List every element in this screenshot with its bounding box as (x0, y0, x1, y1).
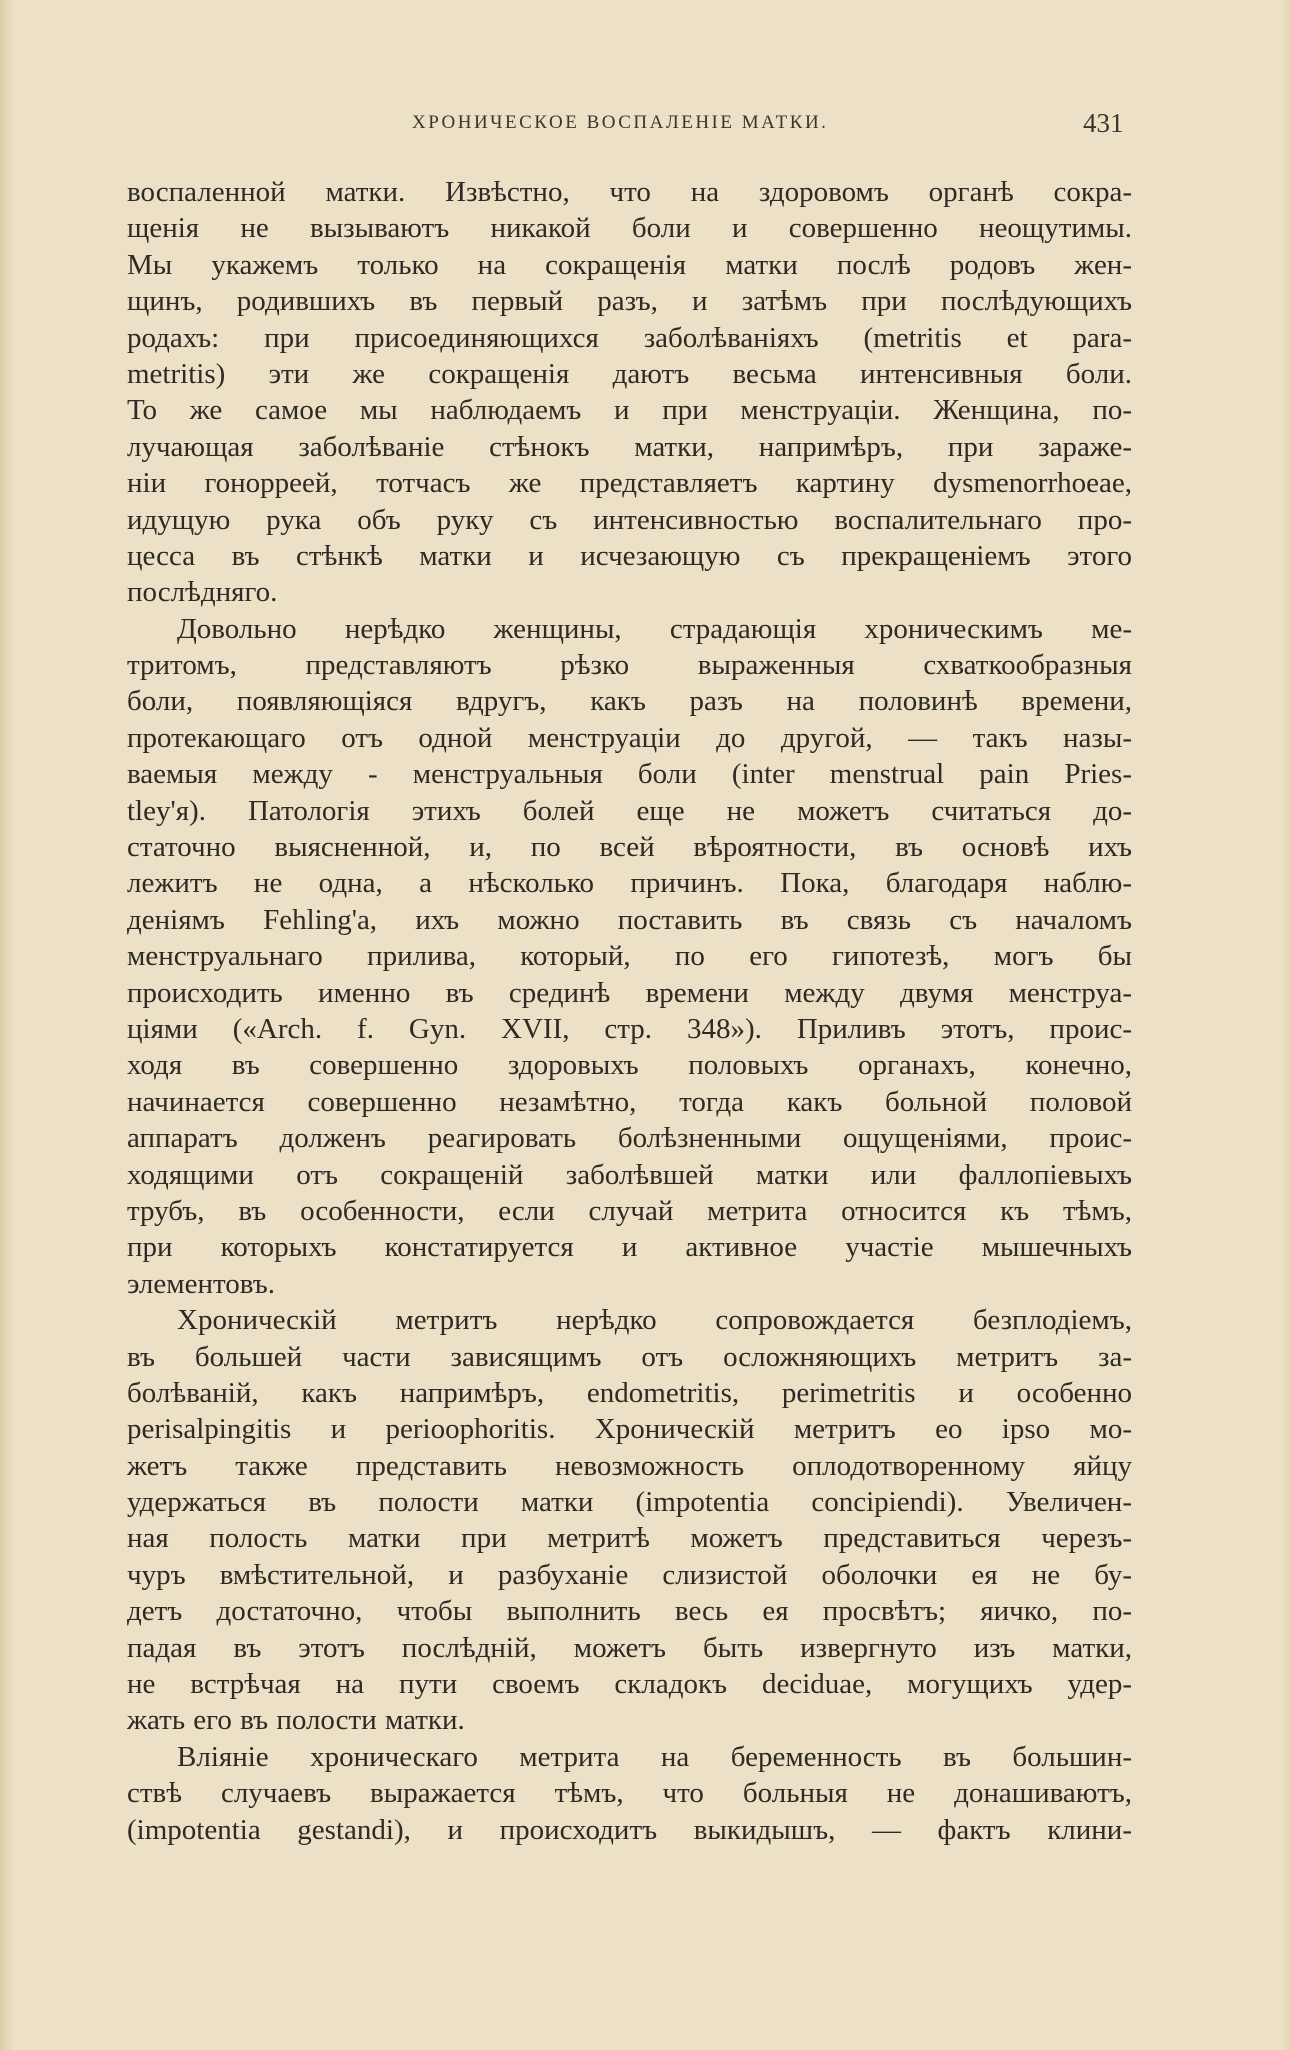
paragraph-end-line: послѣдняго. (127, 576, 278, 609)
text-line: ціями («Arch. f. Gyn. XVII, стр. 348»). Приливъ этотъ, проис- (127, 1012, 1132, 1045)
text-line: чуръ вмѣстительной, и разбуханіе слизистой оболочки ея не бу- (127, 1558, 1132, 1591)
text-line: ходящими отъ сокращеній заболѣвшей матки или фаллопіевыхъ (127, 1158, 1132, 1191)
text-line: ходя въ совершенно здоровыхъ половыхъ органахъ, конечно, (127, 1049, 1132, 1082)
text-line: metritis) эти же сокращенія даютъ весьма интенсивныя боли. (127, 357, 1132, 390)
page-number: 431 (1083, 108, 1124, 138)
page-edge-left (0, 0, 14, 2050)
text-line: лежитъ не одна, а нѣсколько причинъ. Пока, благодаря наблю- (127, 867, 1132, 900)
text-line: ствѣ случаевъ выражается тѣмъ, что больныя не донашиваютъ, (127, 1777, 1132, 1810)
text-line: родахъ: при присоединяющихся заболѣваніяхъ (metritis et para- (127, 321, 1132, 354)
paragraph-end-line: жать его въ полости матки. (127, 1704, 465, 1737)
paragraph-start-line: Довольно нерѣдко женщины, страдающія хроническимъ ме- (177, 612, 1132, 645)
text-line: щинъ, родившихъ въ первый разъ, и затѣмъ при послѣдующихъ (127, 285, 1132, 318)
text-line: деніямъ Fehling'а, ихъ можно поставить въ связь съ началомъ (127, 903, 1132, 936)
running-title: ХРОНИЧЕСКОЕ ВОСПАЛЕНІЕ МАТКИ. (412, 112, 829, 133)
text-line: ніи гонорреей, тотчасъ же представляетъ картину dysmenorrhoeae, (127, 467, 1132, 500)
text-line: детъ достаточно, чтобы выполнить весь ея просвѣтъ; яичко, по- (127, 1595, 1132, 1628)
text-line: начинается совершенно незамѣтно, тогда какъ больной половой (127, 1085, 1132, 1118)
page-edge-right (1281, 0, 1291, 2050)
text-line: цесса въ стѣнкѣ матки и исчезающую съ прекращеніемъ этого (127, 539, 1132, 572)
text-line: ная полость матки при метритѣ можетъ представиться черезъ- (127, 1522, 1132, 1555)
text-line: боли, появляющіяся вдругъ, какъ разъ на половинѣ времени, (127, 685, 1132, 718)
text-line: Мы укажемъ только на сокращенія матки послѣ родовъ жен- (127, 248, 1132, 281)
text-line: статочно выясненной, и, по всей вѣроятности, въ основѣ ихъ (127, 831, 1132, 864)
running-head (0, 106, 1291, 140)
text-line: воспаленной матки. Извѣстно, что на здоровомъ органѣ сокра- (127, 176, 1132, 208)
text-line: ваемыя между - менструальныя боли (inter menstrual pain Pries- (127, 758, 1132, 791)
text-line: То же самое мы наблюдаемъ и при менструаціи. Женщина, по- (127, 394, 1132, 427)
text-line: болѣваній, какъ напримѣръ, endometritis, perimetritis и особенно (127, 1376, 1132, 1409)
text-line: падая въ этотъ послѣдній, можетъ быть извергнуто изъ матки, (127, 1631, 1132, 1664)
text-line: perisalpingitis и perioophoritis. Хроническій метритъ eo ipso мо- (127, 1413, 1132, 1446)
text-line: жетъ также представить невозможность оплодотворенному яйцу (127, 1449, 1132, 1482)
body-text (127, 174, 1132, 1848)
text-line: идущую рука объ руку съ интенсивностью воспалительнаго про- (127, 503, 1132, 536)
text-line: аппаратъ долженъ реагировать болѣзненными ощущеніями, проис- (127, 1122, 1132, 1155)
paragraph-start-line: Хроническій метритъ нерѣдко сопровождается безплодіемъ, (177, 1304, 1132, 1337)
text-line: менструальнаго прилива, который, по его гипотезѣ, могъ бы (127, 940, 1132, 973)
text-line: при которыхъ констатируется и активное участіе мышечныхъ (127, 1231, 1132, 1264)
text-line: тритомъ, представляютъ рѣзко выраженныя схваткообразныя (127, 649, 1132, 682)
text-line: щенія не вызываютъ никакой боли и совершенно неощутимы. (127, 212, 1132, 245)
text-line: (impotentia gestandi), и происходитъ выкидышъ, — фактъ клини- (127, 1813, 1132, 1846)
text-line: въ большей части зависящимъ отъ осложняющихъ метритъ за- (127, 1340, 1132, 1373)
text-line: происходить именно въ срединѣ времени между двумя менструа- (127, 976, 1132, 1009)
text-line: трубъ, въ особенности, если случай метрита относится къ тѣмъ, (127, 1194, 1132, 1227)
paragraph-start-line: Вліяніе хроническаго метрита на беременность въ большин- (177, 1740, 1132, 1773)
paragraph-end-line: элементовъ. (127, 1267, 276, 1300)
text-line: не встрѣчая на пути своемъ складокъ deciduae, могущихъ удер- (127, 1668, 1132, 1701)
text-line: протекающаго отъ одной менструаціи до другой, — такъ назы- (127, 721, 1132, 754)
text-line: tley'я). Патологія этихъ болей еще не можетъ считаться до- (127, 794, 1132, 827)
text-line: удержаться въ полости матки (impotentia concipiendi). Увеличен- (127, 1486, 1132, 1519)
text-line: лучающая заболѣваніе стѣнокъ матки, напримѣръ, при зараже- (127, 430, 1132, 463)
